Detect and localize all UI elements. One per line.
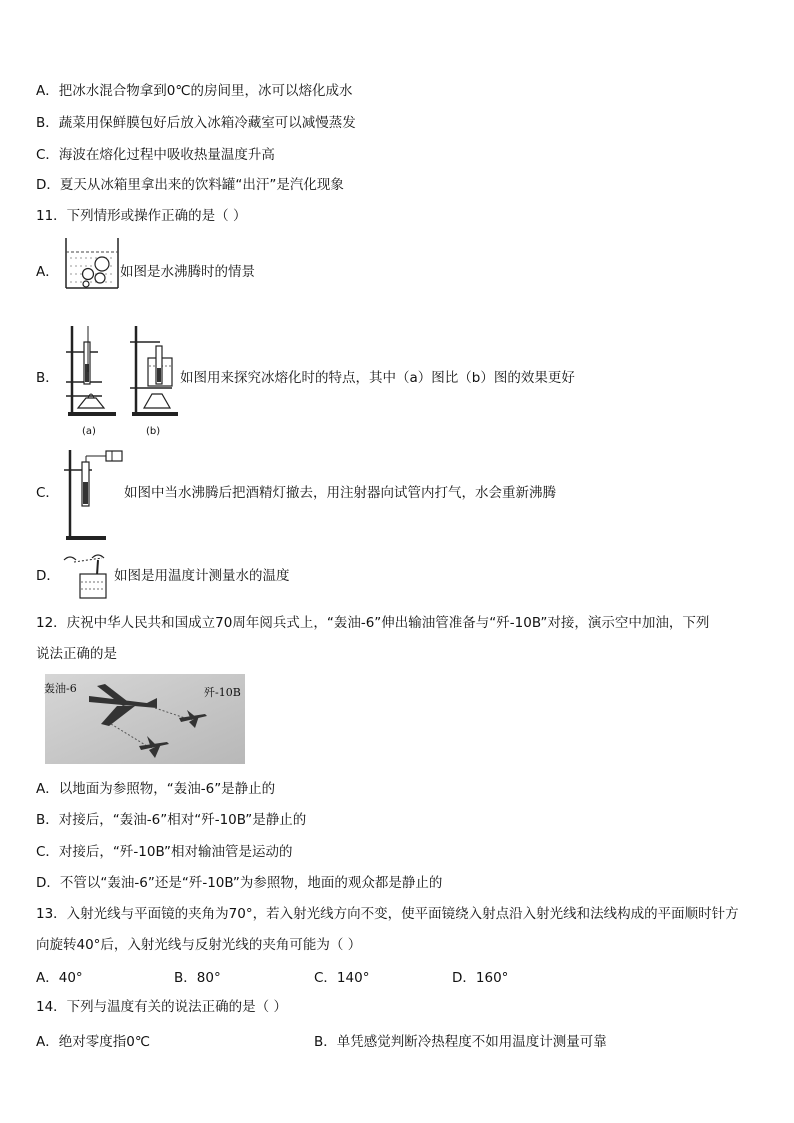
ice-melting-apparatus-a — [62, 322, 122, 420]
q13-stem-line2: 向旋转40°后，入射光线与反射光线的夹角可能为（ ） — [36, 937, 362, 953]
q14-options-row — [36, 1030, 756, 1048]
photo-label-fighter: 歼-10B — [204, 686, 241, 699]
q11-stem: 11．下列情形或操作正确的是（ ） — [36, 208, 247, 224]
q13-stem-line1: 13．入射光线与平面镜的夹角为70°，若入射光线方向不变，使平面镜绕入射点沿入射光线和法线构成的平面顺时针方 — [36, 906, 739, 922]
q12-stem-line1: 12．庆祝中华人民共和国成立70周年阅兵式上，“轰油-6”伸出输油管准备与“歼-10B”对接，演示空中加油，下列 — [36, 615, 710, 631]
thermometer-beaker-figure — [62, 554, 112, 600]
q14-option-a: A．绝对零度指0℃ — [36, 1034, 150, 1050]
q10-option-b: B．蔬菜用保鲜膜包好后放入冰箱冷藏室可以减慢蒸发 — [36, 115, 356, 131]
q12-option-c: C．对接后，“歼-10B”相对输油管是运动的 — [36, 844, 293, 860]
q14-stem: 14．下列与温度有关的说法正确的是（ ） — [36, 999, 287, 1015]
caption-b: (b) — [146, 426, 161, 437]
q11-c-label: C． — [36, 485, 59, 501]
q13-option-a: A．40° — [36, 970, 83, 986]
q13-option-b: B．80° — [174, 970, 221, 986]
caption-a: (a) — [82, 426, 96, 437]
q11-a-label: A． — [36, 264, 59, 280]
q13-option-d: D．160° — [452, 970, 509, 986]
q13-option-c: C．140° — [314, 970, 370, 986]
q10-option-c: C．海波在熔化过程中吸收热量温度升高 — [36, 147, 275, 163]
q14-option-b: B．单凭感觉判断冷热程度不如用温度计测量可靠 — [314, 1034, 607, 1050]
q12-stem-line2: 说法正确的是 — [36, 646, 117, 662]
q11-b-text: 如图用来探究冰熔化时的特点，其中（a）图比（b）图的效果更好 — [180, 370, 575, 386]
q11-d-label: D． — [36, 568, 60, 584]
q11-d-text: 如图是用温度计测量水的温度 — [114, 568, 290, 584]
q11-a-text: 如图是水沸腾时的情景 — [120, 264, 255, 280]
q12-option-b: B．对接后，“轰油-6”相对“歼-10B”是静止的 — [36, 812, 307, 828]
boiling-water-figure — [64, 238, 120, 290]
q10-option-a: A．把冰水混合物拿到0℃的房间里，冰可以熔化成水 — [36, 83, 353, 99]
q11-b-label: B． — [36, 370, 59, 386]
q10-option-d: D．夏天从冰箱里拿出来的饮料罐“出汗”是汽化现象 — [36, 177, 344, 193]
ice-melting-apparatus-b — [128, 322, 182, 420]
q12-option-d: D．不管以“轰油-6”还是“歼-10B”为参照物，地面的观众都是静止的 — [36, 875, 443, 891]
syringe-boiling-apparatus — [62, 446, 126, 542]
q11-c-text: 如图中当水沸腾后把酒精灯撤去，用注射器向试管内打气，水会重新沸腾 — [124, 485, 556, 501]
photo-label-tanker: 轰油-6 — [44, 682, 77, 695]
q13-options-row — [36, 966, 756, 984]
q12-option-a: A．以地面为参照物，“轰油-6”是静止的 — [36, 781, 276, 797]
